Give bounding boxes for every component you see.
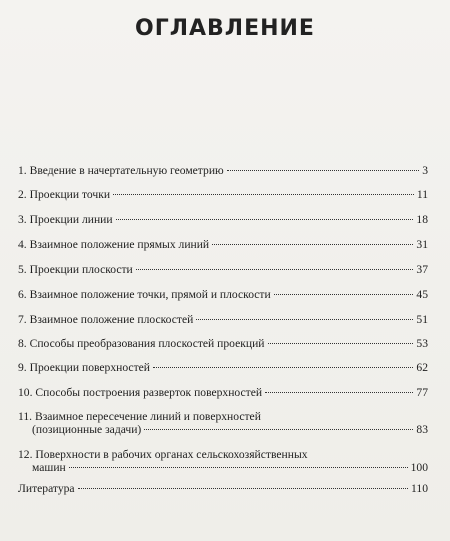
dot-leader [69, 467, 408, 468]
toc-entry[interactable] [18, 448, 428, 474]
toc-entry[interactable] [18, 482, 428, 495]
toc-entry-label: 4. Взаимное положение прямых линий [18, 238, 210, 251]
toc-entry-page: 77 [416, 386, 428, 399]
toc-entry-label-continued: машин [32, 461, 66, 474]
toc-entry[interactable] [18, 188, 428, 201]
toc-entry-label: 7. Взаимное положение плоскостей [18, 313, 194, 326]
toc-entry[interactable] [18, 410, 428, 436]
dot-leader [196, 319, 413, 320]
toc-entry[interactable] [18, 386, 428, 399]
toc-entry-label: 5. Проекции плоскости [18, 263, 133, 276]
toc-entry[interactable] [18, 263, 428, 276]
dot-leader [212, 244, 413, 245]
dot-leader [227, 170, 420, 171]
toc-entry-label: 11. Взаимное пересечение линий и поверхностей [18, 410, 261, 423]
toc-entry-label: 3. Проекции линии [18, 213, 113, 226]
toc-entry[interactable] [18, 164, 428, 177]
toc-entry-page: 31 [416, 238, 428, 251]
toc-entry-page: 11 [416, 188, 428, 201]
toc-entry[interactable] [18, 213, 428, 226]
toc-entry-label: 12. Поверхности в рабочих органах сельскохозяйственных [18, 448, 308, 461]
toc-entry[interactable] [18, 337, 428, 350]
toc-entry-label: 2. Проекции точки [18, 188, 111, 201]
toc-entry-page: 53 [416, 337, 428, 350]
toc-entry-page: 100 [410, 461, 428, 474]
toc-entry[interactable] [18, 288, 428, 301]
toc-entry-label: 10. Способы построения разверток поверхностей [18, 386, 263, 399]
dot-leader [265, 392, 413, 393]
dot-leader [116, 219, 414, 220]
dot-leader [153, 367, 413, 368]
toc-entry-page: 3 [422, 164, 428, 177]
toc-entry-page: 110 [411, 482, 428, 495]
toc-entry[interactable] [18, 238, 428, 251]
dot-leader [144, 429, 413, 430]
toc-entry-label-continued: (позиционные задачи) [32, 423, 142, 436]
dot-leader [268, 343, 414, 344]
toc-entry-label: Литература [18, 482, 75, 495]
toc-entry-page: 18 [416, 213, 428, 226]
toc-entry-page: 51 [416, 313, 428, 326]
dot-leader [78, 488, 408, 489]
toc-entry-label: 6. Взаимное положение точки, прямой и плоскости [18, 288, 271, 301]
toc-entry[interactable] [18, 313, 428, 326]
toc-entry-page: 45 [416, 288, 428, 301]
toc-entry-page: 62 [416, 361, 428, 374]
toc-entry-page: 37 [416, 263, 428, 276]
page-title: ОГЛАВЛЕНИЕ [135, 16, 315, 41]
toc-entry-label: 9. Проекции поверхностей [18, 361, 150, 374]
dot-leader [136, 269, 414, 270]
toc-entry-label: 1. Введение в начертательную геометрию [18, 164, 224, 177]
toc-entry-label: 8. Способы преобразования плоскостей проекций [18, 337, 265, 350]
toc-entry-page: 83 [416, 423, 428, 436]
dot-leader [113, 194, 414, 195]
toc-entry[interactable] [18, 361, 428, 374]
dot-leader [274, 294, 414, 295]
